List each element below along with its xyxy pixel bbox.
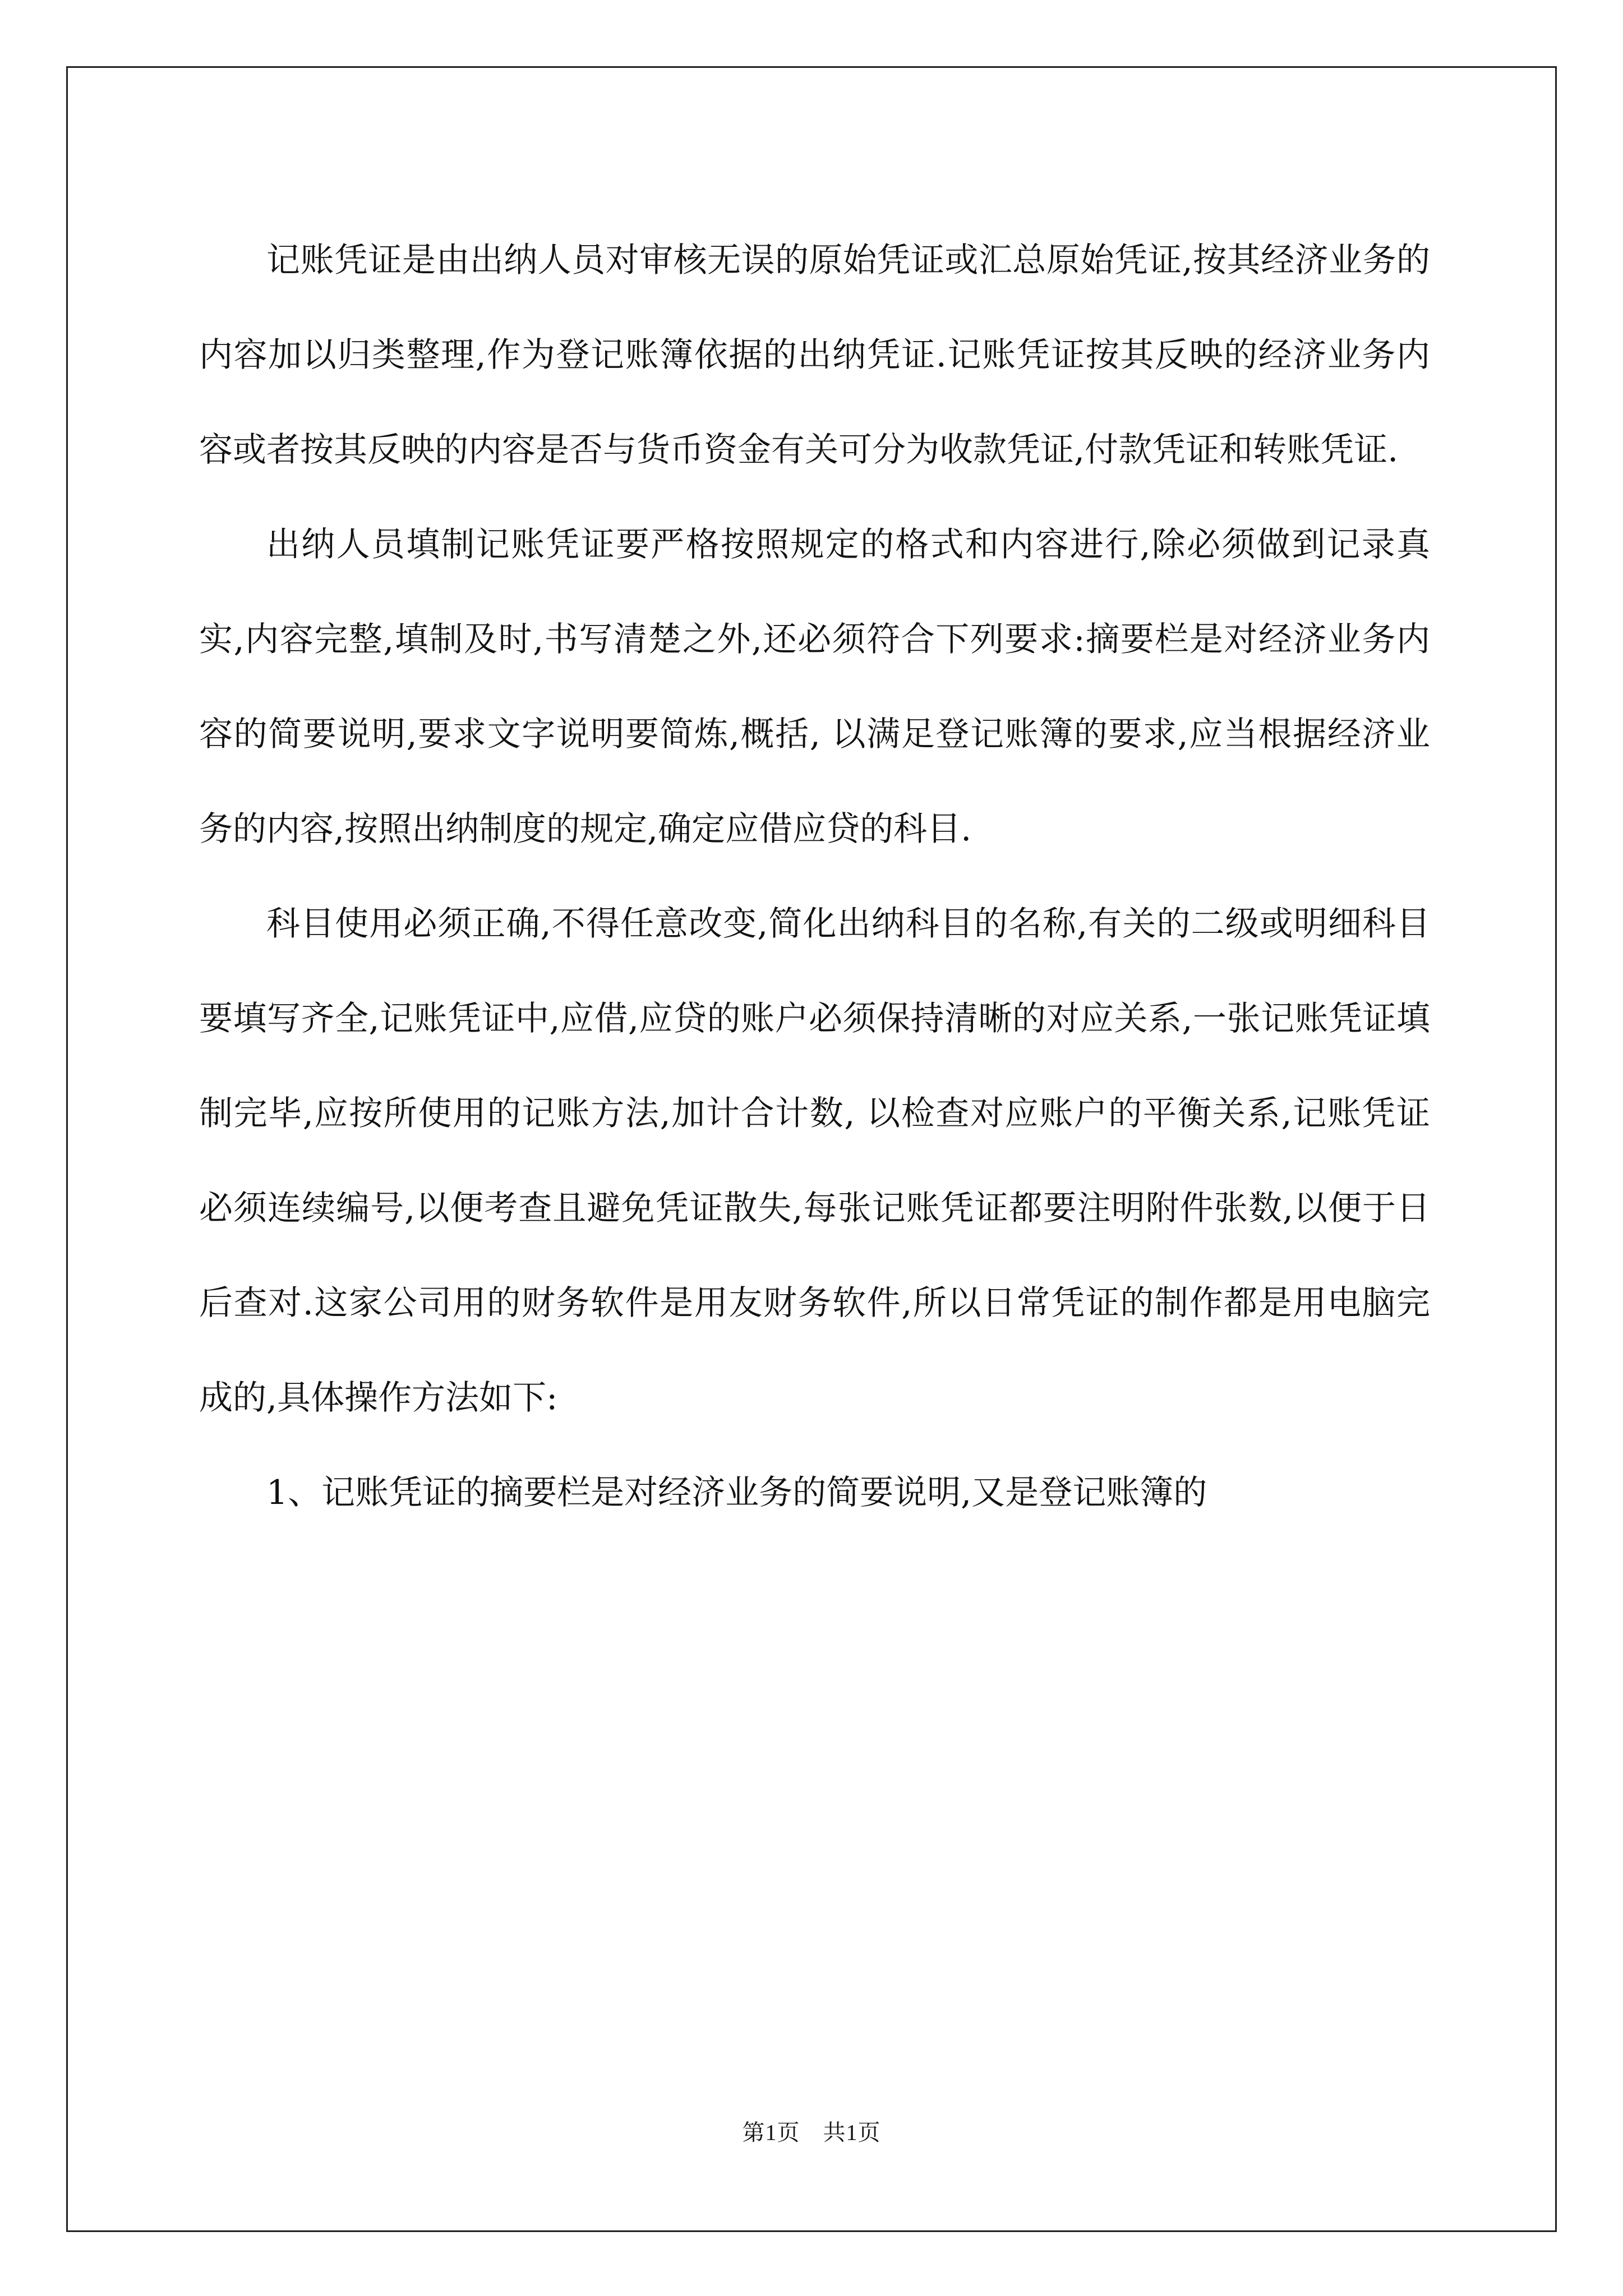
paragraph: 记账凭证是由出纳人员对审核无误的原始凭证或汇总原始凭证,按其经济业务的内容加以归类整理,作为登记账簿依据的出纳凭证.记账凭证按其反映的经济业务内容或者按其反映的内容是否与货币资金有关可分为收款凭证,付款凭证和转账凭证.: [199, 241, 1430, 470]
document-body: [199, 213, 1430, 1540]
paragraph: 出纳人员填制记账凭证要严格按照规定的格式和内容进行,除必须做到记录真实,内容完整,填制及时,书写清楚之外,还必须符合下列要求:摘要栏是对经济业务内容的简要说明,要求文字说明要简炼,概括, 以满足登记账簿的要求,应当根据经济业务的内容,按照出纳制度的规定,确定应借应贷的科目.: [199, 525, 1430, 849]
paragraph: 1、记账凭证的摘要栏是对经济业务的简要说明,又是登记账簿的: [266, 1473, 1207, 1512]
paragraph: 科目使用必须正确,不得任意改变,简化出纳科目的名称,有关的二级或明细科目要填写齐全,记账凭证中,应借,应贷的账户必须保持清晰的对应关系,一张记账凭证填制完毕,应按所使用的记账方法,加计合计数, 以检查对应账户的平衡关系,记账凭证必须连续编号,以便考查且避免凭证散失,每张记账凭证都要注明附件张数,以便于日后查对.这家公司用的财务软件是用友财务软件,所以日常凭证的制作都是用电脑完成的,具体操作方法如下:: [199, 904, 1430, 1418]
page-footer: 第1页 共1页: [742, 2120, 881, 2145]
